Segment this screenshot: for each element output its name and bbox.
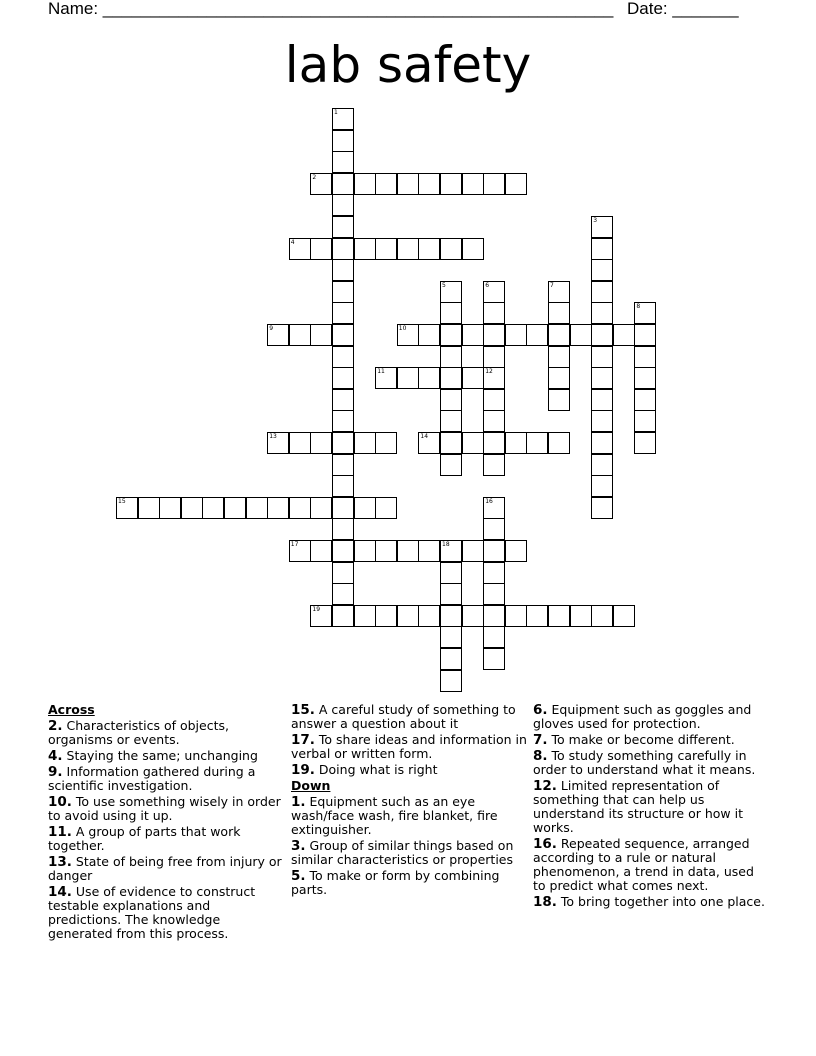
grid-cell[interactable] bbox=[613, 324, 635, 346]
clue-down-5: 5. To make or form by combining parts. bbox=[291, 868, 500, 897]
grid-cell[interactable] bbox=[483, 583, 505, 605]
grid-cell[interactable] bbox=[375, 432, 397, 454]
clue-down-8: 8. To study something carefully in order to understand what it means. bbox=[533, 748, 756, 777]
grid-cell[interactable] bbox=[462, 367, 484, 389]
clue-across-19: 19. Doing what is right bbox=[291, 762, 438, 778]
grid-cell[interactable] bbox=[332, 454, 354, 476]
grid-cell[interactable] bbox=[591, 389, 613, 411]
grid-cell[interactable] bbox=[332, 497, 354, 519]
grid-cell[interactable] bbox=[332, 518, 354, 540]
clue-down-16: 16. Repeated sequence, arranged according to a rule or natural phenomenon, a trend in data, used to predict what comes next. bbox=[533, 836, 754, 893]
grid-cell[interactable] bbox=[548, 605, 570, 627]
grid-cell[interactable] bbox=[332, 173, 354, 195]
grid-cell[interactable] bbox=[310, 540, 332, 562]
grid-cell[interactable] bbox=[440, 173, 462, 195]
clue-number: 12 bbox=[485, 368, 493, 376]
grid-cell[interactable] bbox=[332, 108, 354, 130]
grid-cell[interactable] bbox=[397, 324, 419, 346]
clue-down-7: 7. To make or become different. bbox=[533, 732, 735, 748]
grid-cell[interactable] bbox=[591, 454, 613, 476]
grid-cell[interactable] bbox=[440, 454, 462, 476]
grid-cell[interactable] bbox=[483, 367, 505, 389]
grid-cell[interactable] bbox=[397, 238, 419, 260]
grid-cell[interactable] bbox=[462, 173, 484, 195]
grid-cell[interactable] bbox=[440, 281, 462, 303]
grid-cell[interactable] bbox=[526, 324, 548, 346]
grid-cell[interactable] bbox=[634, 302, 656, 324]
grid-cell[interactable] bbox=[462, 605, 484, 627]
grid-cell[interactable] bbox=[354, 432, 376, 454]
grid-cell[interactable] bbox=[440, 367, 462, 389]
grid-cell[interactable] bbox=[483, 497, 505, 519]
grid-cell[interactable] bbox=[591, 432, 613, 454]
clues-column-3 bbox=[533, 703, 769, 911]
date-field[interactable]: Date: _______ bbox=[627, 0, 739, 18]
grid-cell[interactable] bbox=[591, 216, 613, 238]
grid-cell[interactable] bbox=[526, 605, 548, 627]
grid-cell[interactable] bbox=[440, 648, 462, 670]
clue-number: 18 bbox=[442, 541, 450, 548]
grid-cell[interactable] bbox=[375, 173, 397, 195]
grid-cell[interactable] bbox=[310, 324, 332, 346]
clue-across-14: 14. Use of evidence to construct testable explanations and predictions. The knowledge generated from this process. bbox=[48, 884, 256, 941]
grid-cell[interactable] bbox=[332, 475, 354, 497]
grid-cell[interactable] bbox=[310, 173, 332, 195]
clue-number: 2 bbox=[312, 173, 317, 181]
grid-cell[interactable] bbox=[483, 389, 505, 411]
grid-cell[interactable] bbox=[332, 324, 354, 346]
clue-across-15: 15. A careful study of something to answer a question about it bbox=[291, 702, 516, 731]
grid-cell[interactable] bbox=[548, 302, 570, 324]
grid-cell[interactable] bbox=[310, 497, 332, 519]
grid-cell[interactable] bbox=[332, 540, 354, 562]
name-field[interactable]: Name: ______________________________________________________ bbox=[48, 0, 614, 18]
grid-cell[interactable] bbox=[397, 605, 419, 627]
grid-cell[interactable] bbox=[397, 173, 419, 195]
clue-across-4: 4. Staying the same; unchanging bbox=[48, 748, 258, 764]
down-heading: Down bbox=[291, 778, 331, 793]
clue-number: 14 bbox=[420, 433, 429, 440]
grid-cell[interactable] bbox=[634, 410, 656, 432]
grid-cell[interactable] bbox=[548, 346, 570, 368]
clue-number: 15 bbox=[118, 497, 126, 505]
clue-across-11: 11. A group of parts that work together. bbox=[48, 824, 241, 853]
grid-cell[interactable] bbox=[483, 324, 505, 346]
grid-cell[interactable] bbox=[483, 346, 505, 368]
grid-cell[interactable] bbox=[591, 367, 613, 389]
grid-cell[interactable] bbox=[483, 648, 505, 670]
grid-cell[interactable] bbox=[332, 562, 354, 584]
grid-cell[interactable] bbox=[354, 238, 376, 260]
grid-cell[interactable] bbox=[289, 497, 311, 519]
grid-cell[interactable] bbox=[418, 432, 440, 454]
grid-cell[interactable] bbox=[483, 410, 505, 432]
grid-cell[interactable] bbox=[332, 583, 354, 605]
grid-cell[interactable] bbox=[332, 130, 354, 152]
grid-cell[interactable] bbox=[505, 605, 527, 627]
grid-cell[interactable] bbox=[354, 497, 376, 519]
grid-cell[interactable] bbox=[634, 389, 656, 411]
grid-cell[interactable] bbox=[310, 238, 332, 260]
clue-number: 10 bbox=[398, 325, 407, 332]
grid-cell[interactable] bbox=[634, 324, 656, 346]
grid-cell[interactable] bbox=[483, 518, 505, 540]
grid-cell[interactable] bbox=[570, 605, 592, 627]
clue-down-12: 12. Limited representation of something that can help us understand its structure or how it works. bbox=[533, 778, 743, 835]
grid-cell[interactable] bbox=[440, 302, 462, 324]
grid-cell[interactable] bbox=[116, 497, 138, 519]
grid-cell[interactable] bbox=[591, 281, 613, 303]
grid-cell[interactable] bbox=[375, 238, 397, 260]
grid-cell[interactable] bbox=[289, 324, 311, 346]
grid-cell[interactable] bbox=[418, 605, 440, 627]
grid-cell[interactable] bbox=[332, 410, 354, 432]
grid-cell[interactable] bbox=[548, 324, 570, 346]
clue-across-13: 13. State of being free from injury or danger bbox=[48, 854, 282, 883]
grid-cell[interactable] bbox=[246, 497, 268, 519]
grid-cell[interactable] bbox=[526, 432, 548, 454]
clue-number: 7 bbox=[550, 281, 554, 289]
grid-cell[interactable] bbox=[332, 302, 354, 324]
grid-cell[interactable] bbox=[440, 670, 462, 692]
grid-cell[interactable] bbox=[570, 324, 592, 346]
grid-cell[interactable] bbox=[418, 540, 440, 562]
clue-number: 4 bbox=[290, 238, 295, 246]
grid-cell[interactable] bbox=[483, 173, 505, 195]
page-title: lab safety bbox=[284, 36, 532, 94]
grid-cell[interactable] bbox=[332, 605, 354, 627]
grid-cell[interactable] bbox=[591, 410, 613, 432]
grid-cell[interactable] bbox=[483, 302, 505, 324]
grid-cell[interactable] bbox=[483, 626, 505, 648]
grid-cell[interactable] bbox=[332, 432, 354, 454]
grid-cell[interactable] bbox=[267, 432, 289, 454]
grid-cell[interactable] bbox=[138, 497, 160, 519]
grid-cell[interactable] bbox=[440, 562, 462, 584]
grid-cell[interactable] bbox=[289, 238, 311, 260]
grid-cell[interactable] bbox=[591, 346, 613, 368]
grid-cell[interactable] bbox=[591, 238, 613, 260]
grid-cell[interactable] bbox=[332, 151, 354, 173]
clue-number: 1 bbox=[334, 109, 338, 116]
clues-column-2 bbox=[291, 703, 527, 899]
grid-cell[interactable] bbox=[462, 540, 484, 562]
clue-down-6: 6. Equipment such as goggles and gloves used for protection. bbox=[533, 702, 752, 731]
grid-cell[interactable] bbox=[354, 605, 376, 627]
clue-across-9: 9. Information gathered during a scientific investigation. bbox=[48, 764, 256, 793]
grid-cell[interactable] bbox=[505, 540, 527, 562]
grid-cell[interactable] bbox=[375, 540, 397, 562]
grid-cell[interactable] bbox=[418, 324, 440, 346]
grid-cell[interactable] bbox=[332, 389, 354, 411]
grid-cell[interactable] bbox=[634, 432, 656, 454]
grid-cell[interactable] bbox=[483, 432, 505, 454]
grid-cell[interactable] bbox=[483, 540, 505, 562]
clues-column-1 bbox=[48, 703, 284, 943]
clue-number: 8 bbox=[636, 303, 641, 311]
clue-across-10: 10. To use something wisely in order to avoid using it up. bbox=[48, 794, 281, 823]
grid-cell[interactable] bbox=[354, 173, 376, 195]
clue-number: 6 bbox=[485, 281, 490, 289]
grid-cell[interactable] bbox=[332, 238, 354, 260]
grid-cell[interactable] bbox=[483, 562, 505, 584]
clue-number: 17 bbox=[290, 541, 299, 548]
grid-cell[interactable] bbox=[591, 324, 613, 346]
clue-down-1: 1. Equipment such as an eye wash/face wash, fire blanket, fire extinguisher. bbox=[291, 794, 498, 837]
grid-cell[interactable] bbox=[462, 324, 484, 346]
grid-cell[interactable] bbox=[440, 346, 462, 368]
grid-cell[interactable] bbox=[505, 324, 527, 346]
grid-cell[interactable] bbox=[440, 540, 462, 562]
grid-cell[interactable] bbox=[505, 173, 527, 195]
grid-cell[interactable] bbox=[591, 605, 613, 627]
grid-cell[interactable] bbox=[634, 367, 656, 389]
grid-cell[interactable] bbox=[332, 194, 354, 216]
clue-down-18: 18. To bring together into one place. bbox=[533, 894, 765, 910]
grid-cell[interactable] bbox=[440, 389, 462, 411]
grid-cell[interactable] bbox=[375, 367, 397, 389]
grid-cell[interactable] bbox=[418, 367, 440, 389]
clue-number: 9 bbox=[269, 325, 274, 332]
grid-cell[interactable] bbox=[440, 410, 462, 432]
clue-number: 16 bbox=[485, 497, 493, 505]
grid-cell[interactable] bbox=[440, 626, 462, 648]
across-heading: Across bbox=[48, 702, 95, 717]
grid-cell[interactable] bbox=[634, 346, 656, 368]
grid-cell[interactable] bbox=[548, 389, 570, 411]
grid-cell[interactable] bbox=[181, 497, 203, 519]
grid-cell[interactable] bbox=[332, 281, 354, 303]
grid-cell[interactable] bbox=[440, 605, 462, 627]
grid-cell[interactable] bbox=[289, 432, 311, 454]
grid-cell[interactable] bbox=[397, 540, 419, 562]
clue-number: 3 bbox=[593, 217, 598, 224]
grid-cell[interactable] bbox=[548, 367, 570, 389]
grid-cell[interactable] bbox=[483, 605, 505, 627]
grid-cell[interactable] bbox=[440, 324, 462, 346]
grid-cell[interactable] bbox=[505, 432, 527, 454]
grid-cell[interactable] bbox=[310, 605, 332, 627]
grid-cell[interactable] bbox=[267, 497, 289, 519]
grid-cell[interactable] bbox=[418, 238, 440, 260]
grid-cell[interactable] bbox=[440, 238, 462, 260]
grid-cell[interactable] bbox=[613, 605, 635, 627]
grid-cell[interactable] bbox=[483, 281, 505, 303]
grid-cell[interactable] bbox=[289, 540, 311, 562]
clue-number: 11 bbox=[377, 368, 385, 376]
grid-cell[interactable] bbox=[332, 259, 354, 281]
clue-across-2: 2. Characteristics of objects, organisms or events. bbox=[48, 718, 229, 747]
grid-cell[interactable] bbox=[375, 605, 397, 627]
grid-cell[interactable] bbox=[483, 454, 505, 476]
grid-cell[interactable] bbox=[591, 302, 613, 324]
grid-cell[interactable] bbox=[591, 259, 613, 281]
clue-across-17: 17. To share ideas and information in verbal or written form. bbox=[291, 732, 527, 761]
grid-cell[interactable] bbox=[332, 216, 354, 238]
grid-cell[interactable] bbox=[548, 281, 570, 303]
grid-cell[interactable] bbox=[440, 583, 462, 605]
grid-cell[interactable] bbox=[397, 367, 419, 389]
grid-cell[interactable] bbox=[375, 497, 397, 519]
grid-cell[interactable] bbox=[591, 497, 613, 519]
clue-down-3: 3. Group of similar things based on similar characteristics or properties bbox=[291, 838, 514, 867]
grid-cell[interactable] bbox=[462, 238, 484, 260]
grid-cell[interactable] bbox=[354, 540, 376, 562]
grid-cell[interactable] bbox=[332, 367, 354, 389]
grid-cell[interactable] bbox=[332, 346, 354, 368]
grid-cell[interactable] bbox=[591, 475, 613, 497]
grid-cell[interactable] bbox=[418, 173, 440, 195]
clue-number: 5 bbox=[442, 281, 446, 289]
grid-cell[interactable] bbox=[267, 324, 289, 346]
grid-cell[interactable] bbox=[548, 432, 570, 454]
grid-cell[interactable] bbox=[310, 432, 332, 454]
grid-cell[interactable] bbox=[462, 432, 484, 454]
grid-cell[interactable] bbox=[159, 497, 181, 519]
clue-number: 13 bbox=[269, 433, 277, 440]
grid-cell[interactable] bbox=[224, 497, 246, 519]
grid-cell[interactable] bbox=[440, 432, 462, 454]
clue-number: 19 bbox=[312, 605, 321, 613]
grid-cell[interactable] bbox=[202, 497, 224, 519]
